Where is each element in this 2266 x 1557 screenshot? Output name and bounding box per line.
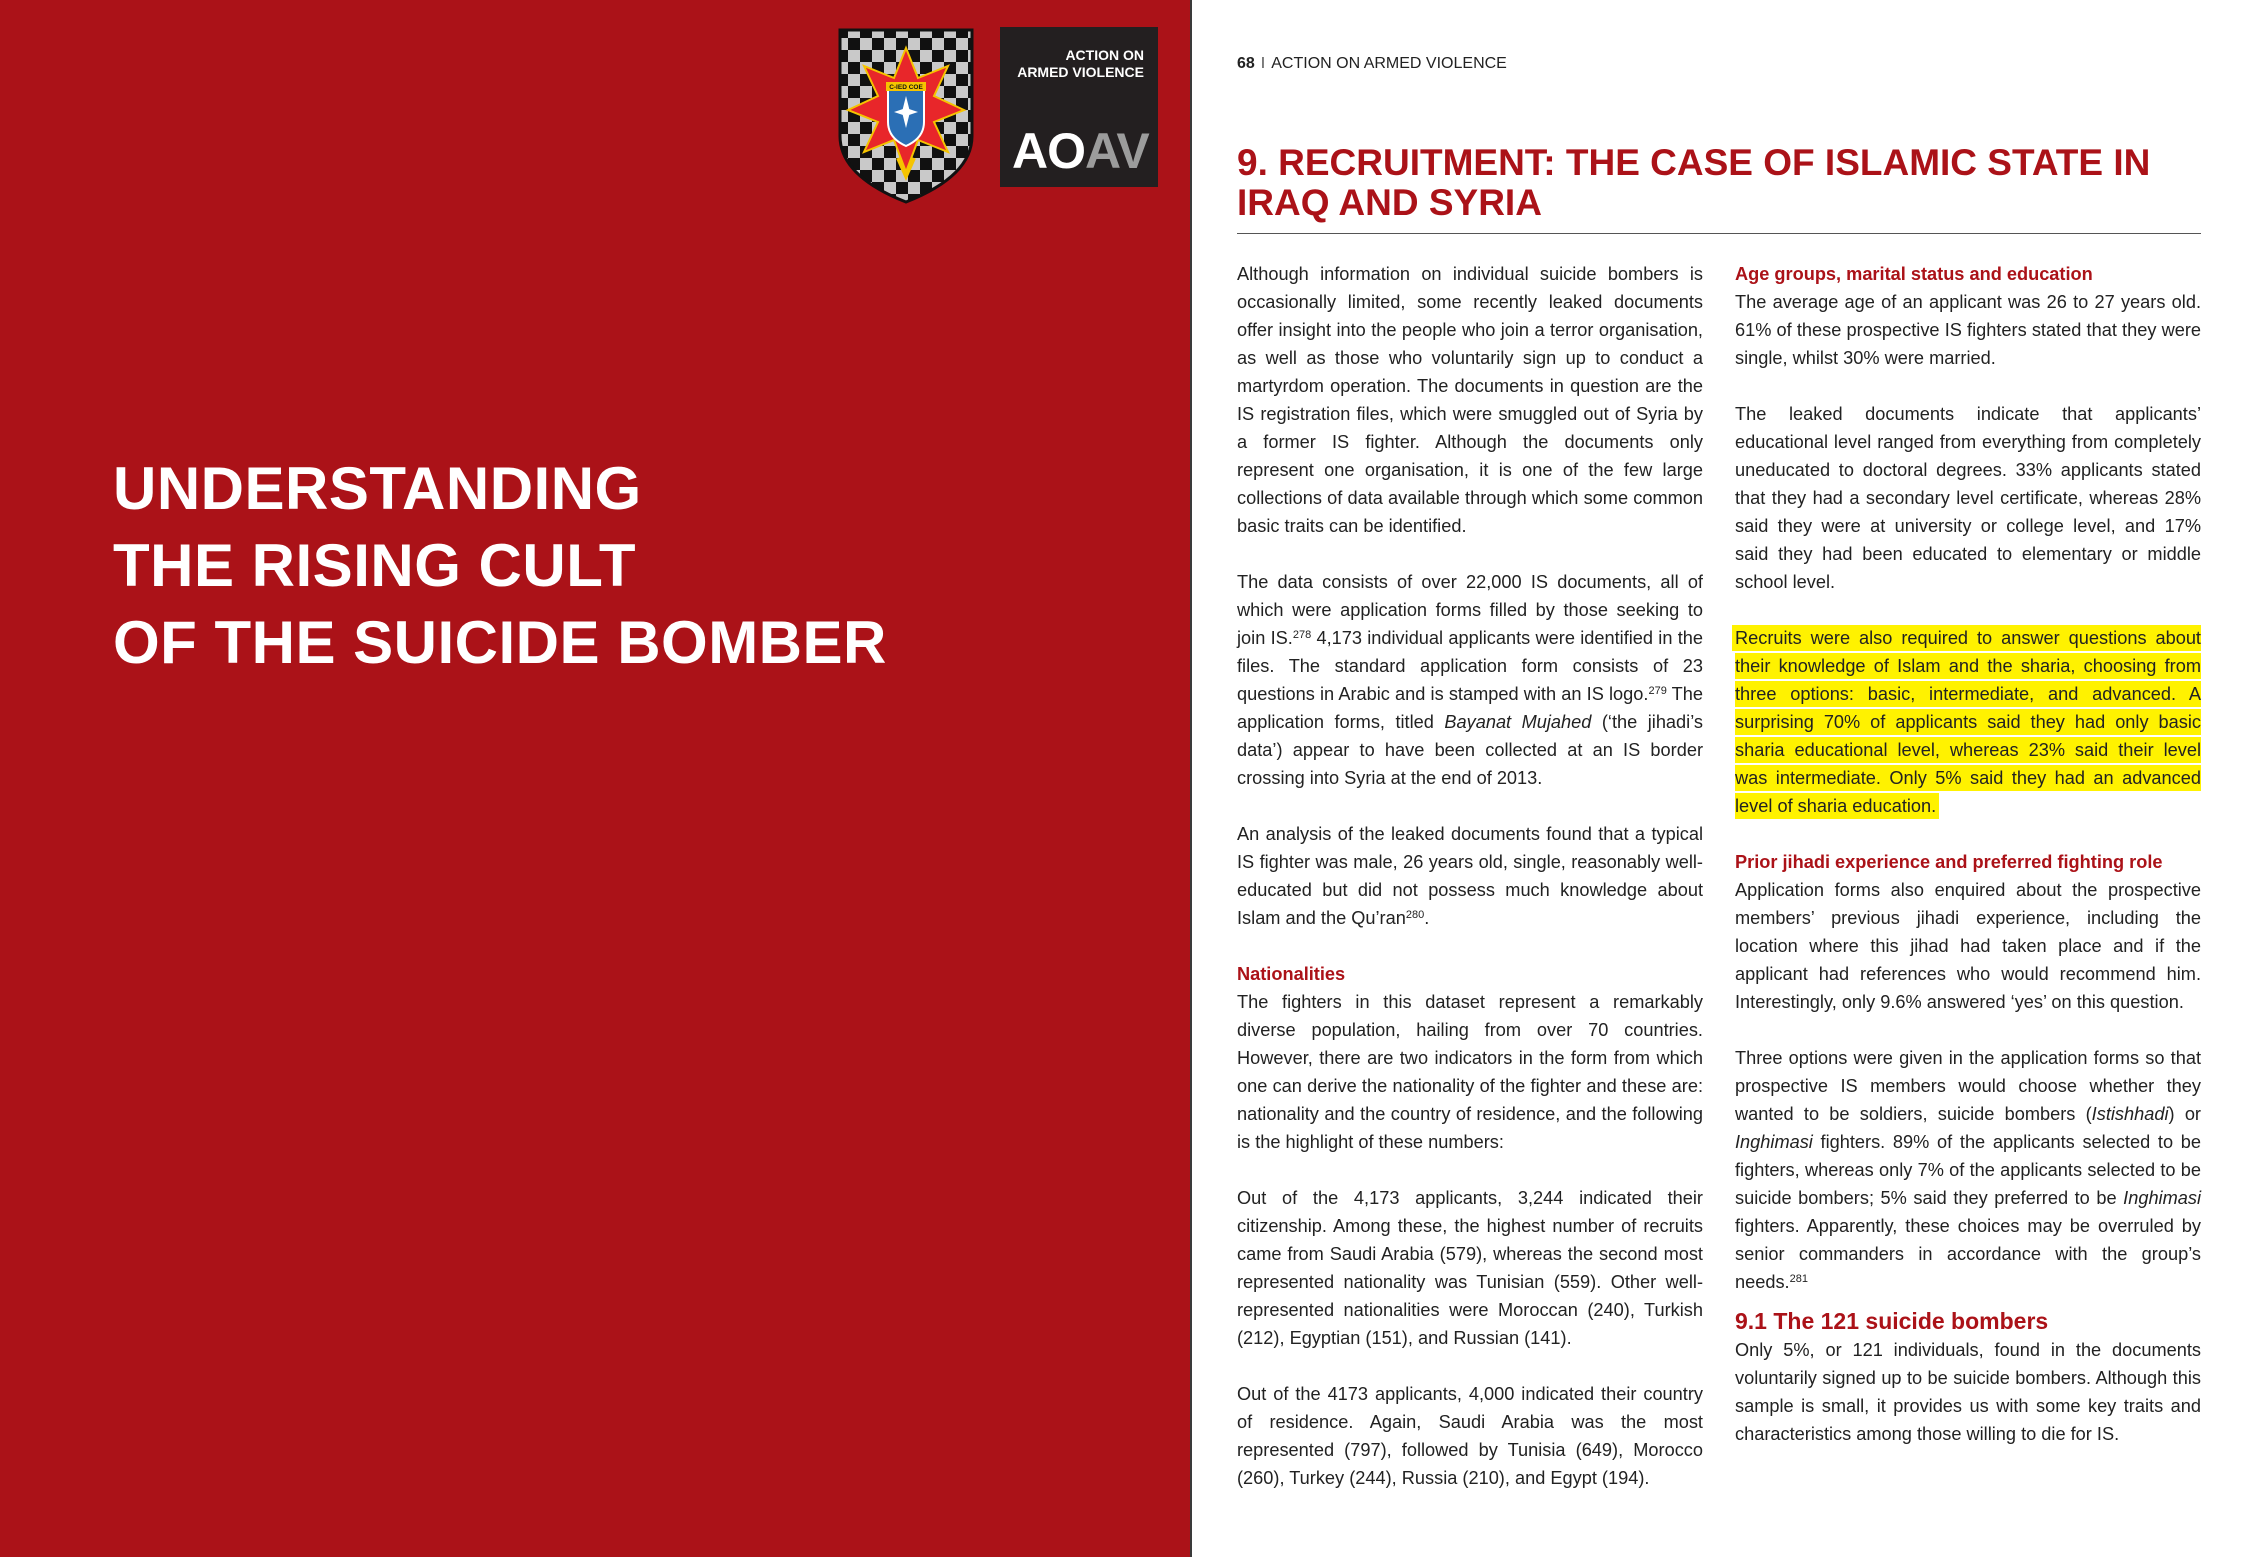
- highlighted-text: Recruits were also required to answer questions about their knowledge of Islam and the sharia, choosing from three options: basic, intermediate, and advanced. A surprising 70% of applicants said they had only basic sharia educational level, whereas 23% said their level was intermediate. Only 5% said they had an advanced level of sharia education.: [1735, 628, 2201, 816]
- text-run: 4,173 individual applicants were identified in the files. The standard application form consists of 23 questions in Arabic and is stamped with an IS logo.: [1237, 628, 1703, 704]
- aoav-wordmark: [1012, 123, 1149, 179]
- aoav-logo: [1000, 27, 1158, 187]
- paragraph: Out of the 4173 applicants, 4,000 indicated their country of residence. Again, Saudi Arabia was the most represented (797), followed by Tunisia (649), Morocco (260), Turkey (244), Russia (210), and Egypt (194).: [1237, 1384, 1703, 1488]
- text-run: The application forms, titled: [1237, 684, 1703, 732]
- text-run: ) or: [2168, 1104, 2201, 1124]
- c-ied-coe-crest-icon: [836, 26, 976, 204]
- aoav-logo-text: [1004, 47, 1144, 81]
- book-title-line: UNDERSTANDING: [113, 455, 642, 522]
- paragraph: The fighters in this dataset represent a remarkably diverse population, hailing from over 70 countries. However, there are two indicators in the form from which one can derive the nationality of the fighter and these are: nationality and the country of residence, and the following is the highlight of these numbers:: [1237, 992, 1703, 1152]
- section-subheading: Age groups, marital status and education: [1735, 264, 2093, 284]
- paragraph: The average age of an applicant was 26 to 27 years old. 61% of these prospective IS fighters stated that they were single, whilst 30% were married.: [1735, 292, 2201, 368]
- text-column-left: [1237, 260, 1703, 1492]
- section-subheading: Nationalities: [1237, 964, 1346, 984]
- footnote-ref: 280: [1405, 909, 1425, 921]
- section-heading: 9.1 The 121 suicide bombers: [1735, 1308, 2049, 1334]
- crest-label: C-IED COE: [889, 84, 923, 91]
- page-gutter: [1190, 0, 1192, 1557]
- text-column-right: [1735, 260, 2201, 1448]
- running-header: [1237, 55, 1507, 73]
- running-title: ACTION ON ARMED VIOLENCE: [1271, 55, 1507, 72]
- paragraph: Out of the 4,173 applicants, 3,244 indicated their citizenship. Among these, the highest number of recruits came from Saudi Arabia (579), whereas the second most represented nationality was Tunisian (559). Other well-represented nationalities were Moroccan (240), Turkish (212), Egyptian (151), and Russian (141).: [1237, 1188, 1703, 1348]
- footnote-ref: 279: [1648, 685, 1667, 697]
- paragraph: Although information on individual suicide bombers is occasionally limited, some recently leaked documents offer insight into the people who join a terror organisation, as well as those who voluntarily sign up to conduct a martyrdom operation. The documents in question are the IS registration files, which were smuggled out of Syria by a former IS fighter. Although the documents only represent one organisation, it is one of the few large collections of data available through which some common basic traits can be identified.: [1237, 264, 1703, 536]
- paragraph: Application forms also enquired about the prospective members’ previous jihadi experience, including the location where this jihad had taken place and if the applicant had references who would recommend him. Interestingly, only 9.6% answered ‘yes’ on this question.: [1735, 880, 2201, 1012]
- text-run: The data consists of over 22,000 IS documents, all of which were application forms filled by those seeking to join IS.: [1237, 572, 1703, 648]
- paragraph: The leaked documents indicate that applicants’ educational level ranged from everything from completely uneducated to doctoral degrees. 33% applicants stated that they had a secondary level certificate, whereas 28% said they were at university or college level, and 17% said they had been educated to elementary or middle school level.: [1735, 404, 2201, 592]
- paragraph: Only 5%, or 121 individuals, found in the documents voluntarily signed up to be suicide bombers. Although this sample is small, it provides us with some key traits and characteristics among those willing to die for IS.: [1735, 1340, 2201, 1444]
- book-title-line: OF THE SUICIDE BOMBER: [113, 609, 887, 676]
- italic-term: Inghimasi: [2123, 1188, 2201, 1208]
- footnote-ref: 278: [1292, 629, 1312, 641]
- aoav-wordmark-ao: AO: [1012, 123, 1085, 179]
- chapter-title: 9. RECRUITMENT: THE CASE OF ISLAMIC STATE IN IRAQ AND SYRIA: [1237, 142, 2151, 223]
- aoav-logo-text-line1: ACTION ON: [1065, 47, 1144, 63]
- book-title-line: THE RISING CULT: [113, 532, 637, 599]
- aoav-logo-text-line2: ARMED VIOLENCE: [1017, 64, 1144, 80]
- highlighted-paragraph: [1735, 624, 2201, 820]
- header-separator: I: [1260, 55, 1266, 72]
- paragraph: [1735, 1044, 2201, 1296]
- title-divider: [1237, 233, 2201, 234]
- italic-term: Inghimasi: [1735, 1132, 1813, 1152]
- section-subheading: Prior jihadi experience and preferred fighting role: [1735, 852, 2163, 872]
- text-run: fighters. 89% of the applicants selected to be fighters, whereas only 7% of the applicants selected to be suicide bombers; 5% said they preferred to be: [1735, 1132, 2201, 1208]
- footnote-ref: 281: [1789, 1273, 1808, 1285]
- text-run: An analysis of the leaked documents found that a typical IS fighter was male, 26 years old, single, reasonably well-educated but did not possess much knowledge about Islam and the Qu’ran: [1237, 824, 1703, 928]
- text-run: (‘the jihadi’s data’) appear to have been collected at an IS border crossing into Syria at the end of 2013.: [1237, 712, 1704, 788]
- book-title: [113, 450, 887, 681]
- text-run: Three options were given in the application forms so that prospective IS members would choose whether they wanted to be soldiers, suicide bombers (: [1735, 1048, 2201, 1124]
- italic-term: Bayanat Mujahed: [1444, 712, 1592, 732]
- aoav-wordmark-av: AV: [1085, 123, 1149, 179]
- paragraph: [1237, 568, 1703, 792]
- italic-term: Istishhadi: [2091, 1104, 2169, 1124]
- paragraph: [1237, 820, 1703, 932]
- page-number: 68: [1237, 55, 1255, 72]
- text-run: fighters. Apparently, these choices may be overruled by senior commanders in accordance with the group’s needs.: [1735, 1216, 2201, 1292]
- text-run: .: [1424, 908, 1430, 928]
